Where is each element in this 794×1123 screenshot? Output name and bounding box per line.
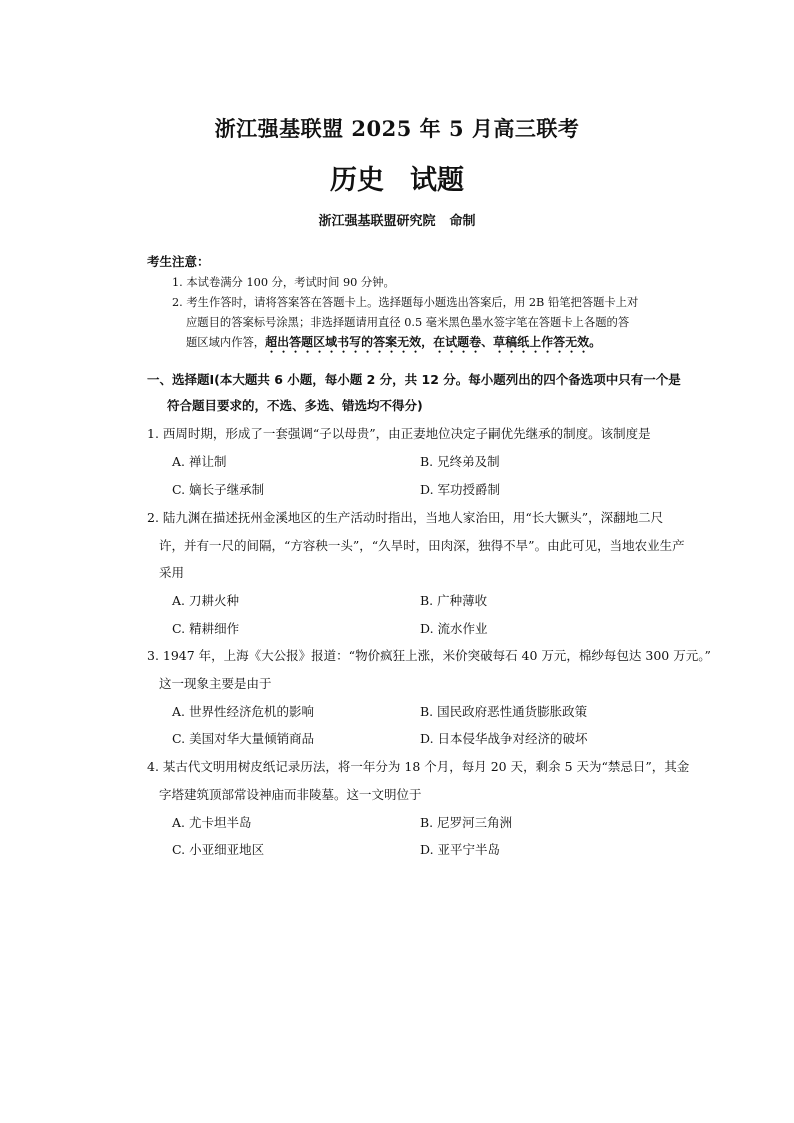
notice-item-2-line-3-plain: 题区域内作答， xyxy=(186,336,266,349)
notice-item-2-line-2: 应题目的答案标号涂黑；非选择题请用直径 0.5 毫米黑色墨水签字笔在答题卡上各题的答 xyxy=(186,316,630,329)
notice-item-2-line-1: 2. 考生作答时，请将答案答在答题卡上。选择题每小题选出答案后，用 2B 铅笔把答题卡上对 xyxy=(172,296,639,309)
question-2-stem-line-3: 采用 xyxy=(159,565,185,580)
question-4-option-a: A. 尤卡坦半岛 xyxy=(172,815,252,830)
question-1-option-a: A. 禅让制 xyxy=(172,454,227,469)
question-4-stem-line-2: 字塔建筑顶部常设神庙而非陵墓。这一文明位于 xyxy=(159,787,422,802)
issuer-name: 浙江强基联盟研究院 xyxy=(318,214,436,229)
question-2-stem-line-2: 许，并有一尺的间隔，“方容秧一头”，“久旱时，田肉深，独得不旱”。由此可见，当地农业生产 xyxy=(159,538,685,553)
section-header-line-2: 符合题目要求的，不选、多选、错选均不得分) xyxy=(167,398,423,413)
exam-subject xyxy=(0,158,794,197)
question-4-stem-line-1: 4. 某古代文明用树皮纸记录历法，将一年分为 18 个月，每月 20 天，剩余 5 天为“禁忌日”，其金 xyxy=(147,759,690,774)
question-2-option-c: C. 精耕细作 xyxy=(172,621,240,636)
notice-item-2-line-3 xyxy=(186,333,601,356)
notice-heading: 考生注意： xyxy=(147,254,210,269)
question-1-option-c: C. 嫡长子继承制 xyxy=(172,482,265,497)
exam-issuer xyxy=(0,210,794,229)
section-header-line-1: 一、选择题Ⅰ(本大题共 6 小题，每小题 2 分，共 12 分。每小题列出的四个备选项中只有一个是 xyxy=(147,372,681,387)
question-3-stem-line-2: 这一现象主要是由于 xyxy=(159,676,272,691)
question-1-option-b: B. 兄终弟及制 xyxy=(420,454,500,469)
question-4-option-d: D. 亚平宁半岛 xyxy=(420,842,501,857)
issuer-suffix: 命制 xyxy=(449,214,476,229)
question-1-option-d: D. 军功授爵制 xyxy=(420,482,501,497)
question-3-option-c: C. 美国对华大量倾销商品 xyxy=(172,731,315,746)
question-1-stem: 1. 西周时期，形成了一套强调“子以母贵”，由正妻地位决定子嗣优先继承的制度。该制度是 xyxy=(147,426,651,441)
question-3-stem-line-1: 3. 1947 年，上海《大公报》报道：“物价疯狂上涨，米价突破每石 40 万元，棉纱每包达 300 万元。” xyxy=(147,648,711,663)
question-3-option-b: B. 国民政府恶性通货膨胀政策 xyxy=(420,704,588,719)
question-2-option-a: A. 刀耕火种 xyxy=(172,593,239,608)
question-2-option-d: D. 流水作业 xyxy=(420,621,488,636)
notice-emphasis-text: 超出答题区域书写的答案无效，在试题卷、草稿纸上作答无效。 xyxy=(265,335,602,349)
question-3-option-a: A. 世界性经济危机的影响 xyxy=(172,704,314,719)
question-2-option-b: B. 广种薄收 xyxy=(420,593,488,608)
question-3-option-d: D. 日本侵华战争对经济的破坏 xyxy=(420,731,588,746)
subject-name: 历史 xyxy=(330,165,384,196)
exam-title: 浙江强基联盟 2025 年 5 月高三联考 xyxy=(214,116,580,141)
question-4-option-b: B. 尼罗河三角洲 xyxy=(420,815,513,830)
notice-item-1: 1. 本试卷满分 100 分，考试时间 90 分钟。 xyxy=(172,276,395,289)
question-4-option-c: C. 小亚细亚地区 xyxy=(172,842,265,857)
subject-suffix: 试题 xyxy=(410,165,464,196)
question-2-stem-line-1: 2. 陆九渊在描述抚州金溪地区的生产活动时指出，当地人家治田，用“长大镢头”，深翻地二尺 xyxy=(147,510,664,525)
